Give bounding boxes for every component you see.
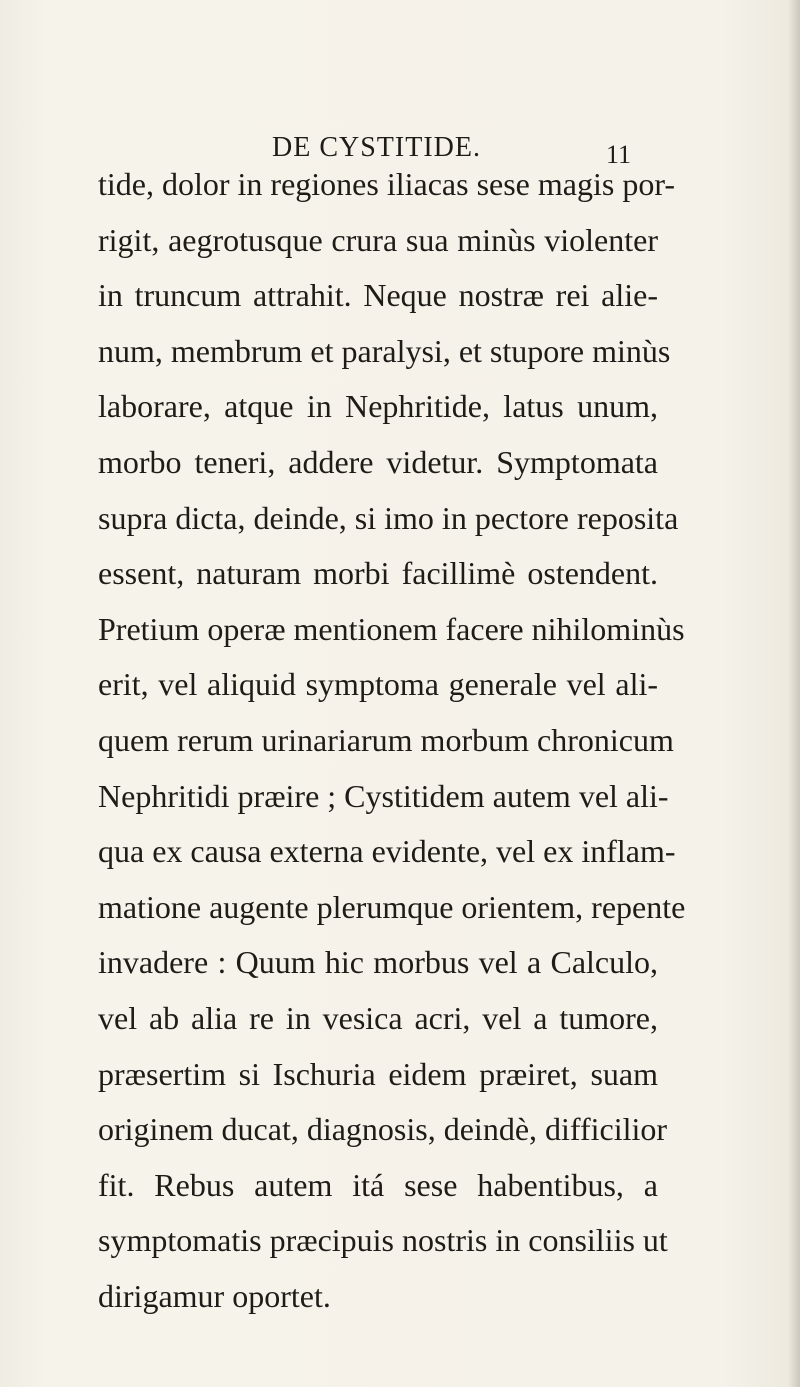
text-line: morbo teneri, addere videtur. Symptomata (98, 443, 658, 480)
text-line: matione augente plerumque orientem, repente (98, 888, 686, 925)
running-title: DE CYSTITIDE. (272, 132, 481, 163)
text-line: laborare, atque in Nephritide, latus unum, (98, 388, 658, 425)
text-line: præsertim si Ischuria eidem præiret, suam (98, 1055, 658, 1092)
text-line: tide, dolor in regiones iliacas sese magis por- (98, 166, 675, 202)
text-line: fit. Rebus autem itá sese habentibus, a (98, 1166, 658, 1203)
text-line: vel ab alia re in vesica acri, vel a tumore, (98, 999, 658, 1036)
text-line: quem rerum urinariarum morbum chronicum (98, 721, 674, 758)
text-line: qua ex causa externa evidente, vel ex inflam- (98, 833, 676, 870)
text-line: Nephritidi præire ; Cystitidem autem vel ali- (98, 777, 669, 814)
text-line: invadere : Quum hic morbus vel a Calculo, (98, 944, 658, 981)
text-line: originem ducat, diagnosis, deindè, difficilior (98, 1111, 668, 1148)
text-line: symptomatis præcipuis nostris in consiliis ut (98, 1222, 668, 1259)
text-line-last: dirigamur oportet. (98, 1277, 331, 1314)
text-line: num, membrum et paralysi, et stupore minùs (98, 332, 671, 369)
text-line: erit, vel aliquid symptoma generale vel ali- (98, 666, 658, 703)
text-line: supra dicta, deinde, si imo in pectore reposita (98, 499, 679, 536)
text-line: essent, naturam morbi facillimè ostendent. (98, 555, 658, 592)
text-line: in truncum attrahit. Neque nostræ rei alie- (98, 277, 658, 314)
text-line: rigit, aegrotusque crura sua minùs violenter (98, 221, 658, 258)
page-number: 11 (606, 140, 632, 169)
text-line: Pretium operæ mentionem facere nihilominùs (98, 610, 685, 647)
page-edge-shadow (788, 0, 800, 1387)
body-text (98, 157, 686, 1324)
